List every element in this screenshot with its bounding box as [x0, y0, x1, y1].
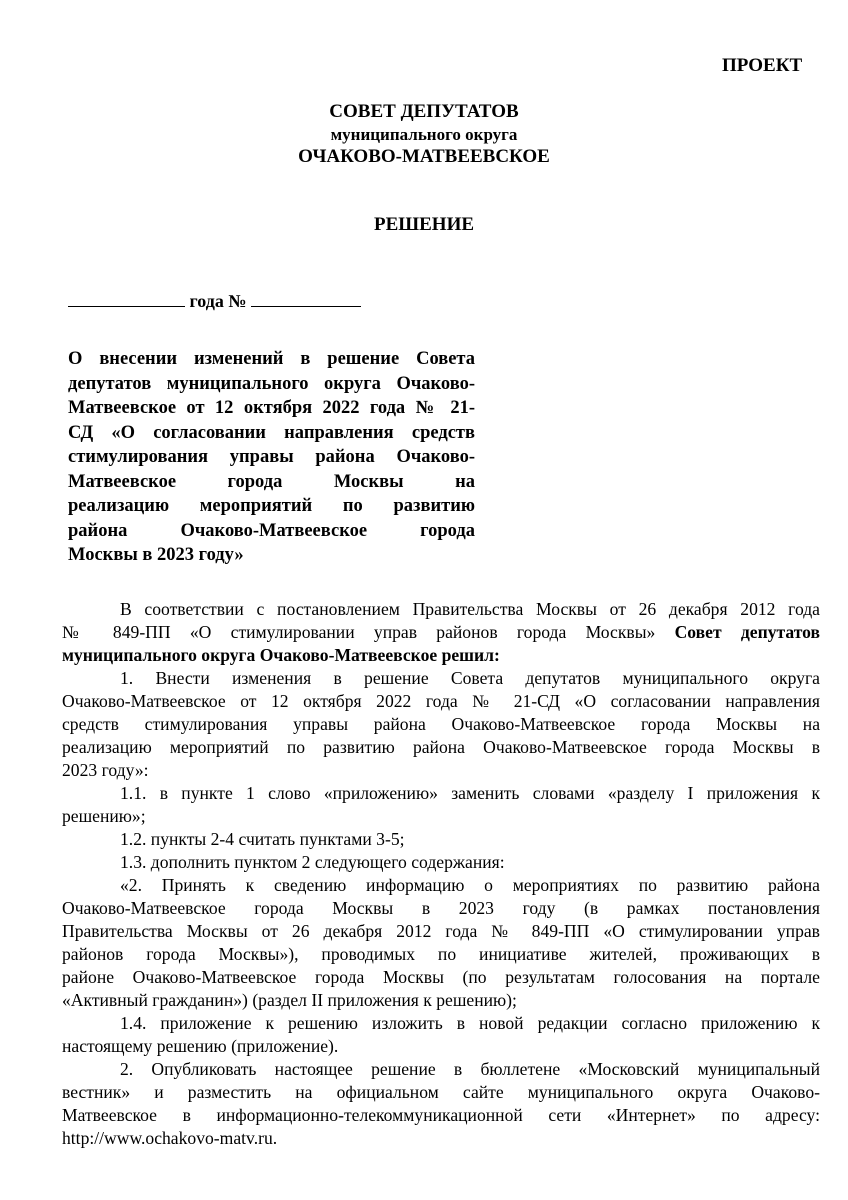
date-blank [68, 286, 185, 307]
district-subtitle: муниципального округа [330, 125, 518, 144]
paragraph-1-line: реализацию мероприятий по развитию района Очаково-Матвеевское города Москвы в [62, 737, 820, 757]
quoted-point-2-line: Очаково-Матвеевское города Москвы в 2023 году (в рамках постановления [62, 898, 820, 918]
paragraph-2-line: Матвеевское в информационно-телекоммуникационной сети «Интернет» по адресу: [62, 1105, 820, 1125]
paragraph-1-line: 1. Внести изменения в решение Совета депутатов муниципального округа [120, 668, 820, 688]
district-name: ОЧАКОВО-МАТВЕЕВСКОЕ [298, 146, 550, 167]
preamble-line: муниципального округа Очаково-Матвеевское решил: [62, 645, 500, 665]
paragraph-1-3-line: 1.3. дополнить пунктом 2 следующего содержания: [120, 852, 505, 872]
subject-line: стимулирования управы района Очаково- [68, 447, 475, 467]
subject-line: района Очаково-Матвеевское города [68, 520, 475, 541]
paragraph-1-line: Очаково-Матвеевское от 12 октября 2022 года № 21-СД «О согласовании направления [62, 691, 820, 711]
quoted-point-2-line: «2. Принять к сведению информацию о мероприятиях по развитию района [120, 875, 820, 895]
document-type-heading: РЕШЕНИЕ [373, 214, 475, 235]
paragraph-1-4-line: настоящему решению (приложение). [62, 1036, 339, 1056]
decision-subject [68, 347, 475, 568]
preamble-bold-text: Совет депутатов [674, 622, 820, 642]
preamble-text: № 849-ПП «О стимулировании управ районов города Москвы» [62, 622, 656, 642]
subject-line: СД «О согласовании направления средств [68, 422, 475, 443]
subject-line: реализацию мероприятий по развитию [68, 496, 475, 516]
draft-label: ПРОЕКТ [722, 55, 803, 76]
date-number-label: года № [189, 291, 247, 311]
quoted-point-2-line: «Активный гражданин») (раздел II приложения к решению); [62, 990, 517, 1010]
paragraph-1-2-line: 1.2. пункты 2-4 считать пунктами 3-5; [120, 829, 405, 849]
paragraph-2-line: вестник» и разместить на официальном сайте муниципального округа Очаково- [62, 1082, 820, 1102]
number-blank [251, 286, 361, 307]
date-number-line [68, 286, 361, 312]
quoted-point-2-line: Правительства Москвы от 26 декабря 2012 года № 849-ПП «О стимулировании управ [62, 921, 820, 941]
paragraph-1-line: 2023 году»: [62, 760, 149, 780]
paragraph-1-line: средств стимулирования управы района Очаково-Матвеевское города Москвы на [62, 714, 820, 734]
paragraph-1-4-line: 1.4. приложение к решению изложить в новой редакции согласно приложению к [120, 1013, 820, 1033]
website-url: http://www.ochakovo-matv.ru. [62, 1128, 278, 1148]
paragraph-1-1-line: 1.1. в пункте 1 слово «приложению» заменить словами «разделу I приложения к [120, 783, 820, 803]
subject-line: Матвеевское города Москвы на [68, 471, 475, 492]
subject-line: Матвеевское от 12 октября 2022 года № 21- [68, 398, 475, 418]
paragraph-1-1-line: решению»; [62, 806, 146, 826]
preamble-line: В соответствии с постановлением Правительства Москвы от 26 декабря 2012 года [120, 599, 820, 619]
preamble-line [62, 621, 820, 644]
subject-line: О внесении изменений в решение Совета [68, 349, 475, 369]
council-title: СОВЕТ ДЕПУТАТОВ [329, 101, 519, 122]
subject-line: Москвы в 2023 году» [68, 545, 244, 565]
subject-line: депутатов муниципального округа Очаково- [68, 373, 475, 394]
decision-body [62, 598, 820, 1150]
quoted-point-2-line: районе Очаково-Матвеевское города Москвы (по результатам голосования на портале [62, 967, 820, 987]
quoted-point-2-line: районов города Москвы»), проводимых по инициативе жителей, проживающих в [62, 944, 820, 964]
paragraph-2-line: 2. Опубликовать настоящее решение в бюллетене «Московский муниципальный [120, 1059, 820, 1079]
